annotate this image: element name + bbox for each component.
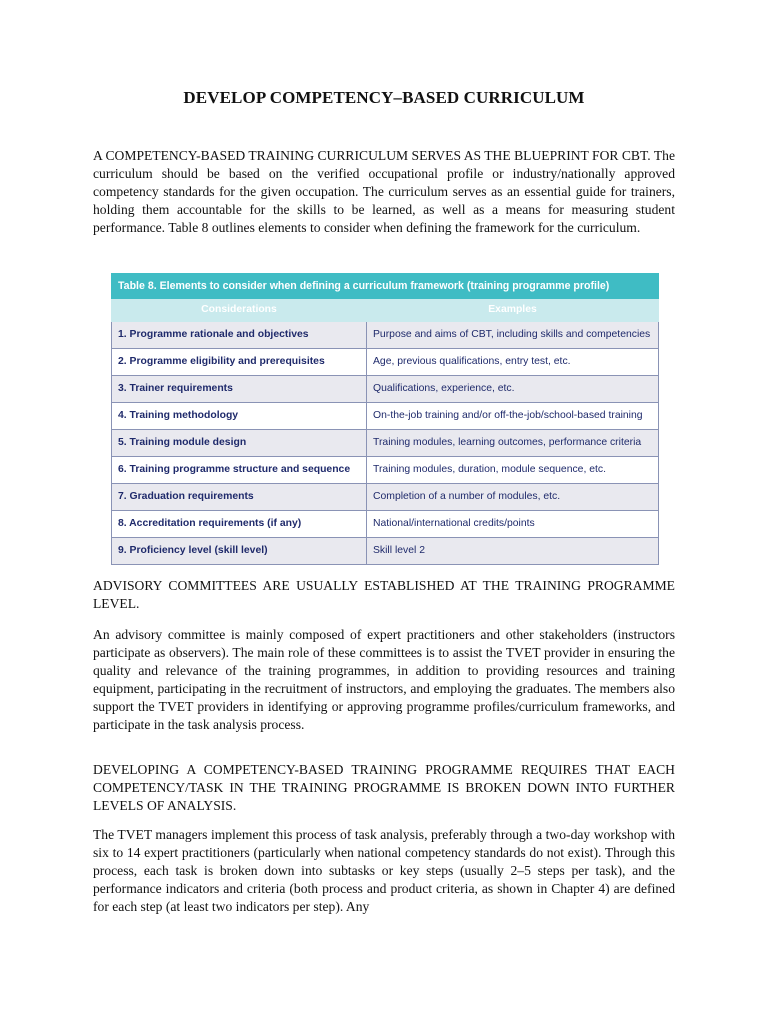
consideration-cell: 1. Programme rationale and objectives [112, 322, 367, 349]
task-analysis-paragraph: The TVET managers implement this process of task analysis, preferably through a two-day workshop with six to 14 expert practitioners (particularly when national competency standards do not exist). Through this process, each task is broken down into subtasks or key steps (usually 2–5 steps per task), and the performance indicators and criteria (both process and product criteria, as shown in Chapter 4) are defined for each step (at least two indicators per step). Any [93, 827, 675, 914]
page-title: DEVELOP COMPETENCY–BASED CURRICULUM [183, 88, 585, 107]
advisory-paragraph: An advisory committee is mainly composed of expert practitioners and other stakeholders (instructors participate as observers). The main role of these committees is to assist the TVET provider in ensuring the quality and relevance of the training programmes, in addition to providing resources and training equipment, participating in the recruitment of instructors, and employing the graduates. The members also support the TVET providers in identifying or approving programme profiles/curriculum frameworks, and participate in the task analysis process. [93, 627, 675, 732]
example-cell: Purpose and aims of CBT, including skills and competencies [367, 322, 659, 349]
table-row [112, 430, 659, 457]
table-row [112, 484, 659, 511]
consideration-cell: 6. Training programme structure and sequence [112, 457, 367, 484]
consideration-cell: 7. Graduation requirements [112, 484, 367, 511]
table-row [112, 322, 659, 349]
column-header-examples: Examples [367, 299, 659, 322]
example-cell: Training modules, learning outcomes, performance criteria [367, 430, 659, 457]
example-cell: Age, previous qualifications, entry test, etc. [367, 349, 659, 376]
table-caption-row [112, 274, 659, 299]
consideration-cell: 8. Accreditation requirements (if any) [112, 511, 367, 538]
intro-paragraph: A COMPETENCY-BASED TRAINING CURRICULUM SERVES AS THE BLUEPRINT FOR CBT. The curriculum should be based on the verified occupational profile or industry/nationally approved competency standards for the given occupation. The curriculum serves as an essential guide for trainers, holding them accountable for the skills to be learned, as well as a means for measuring student performance. Table 8 outlines elements to consider when defining the framework for the curriculum. [93, 148, 675, 235]
table-row [112, 538, 659, 565]
task-analysis-heading: DEVELOPING A COMPETENCY-BASED TRAINING PROGRAMME REQUIRES THAT EACH COMPETENCY/TASK IN THE TRAINING PROGRAMME IS BROKEN DOWN INTO FURTHER LEVELS OF ANALYSIS. [93, 762, 675, 813]
table-row [112, 376, 659, 403]
example-cell: Qualifications, experience, etc. [367, 376, 659, 403]
table-row [112, 457, 659, 484]
curriculum-framework-table [111, 273, 659, 565]
consideration-cell: 3. Trainer requirements [112, 376, 367, 403]
consideration-cell: 9. Proficiency level (skill level) [112, 538, 367, 565]
consideration-cell: 5. Training module design [112, 430, 367, 457]
table-header-row [112, 299, 659, 322]
consideration-cell: 4. Training methodology [112, 403, 367, 430]
example-cell: Skill level 2 [367, 538, 659, 565]
table-row [112, 349, 659, 376]
table-caption: Table 8. Elements to consider when defining a curriculum framework (training programme profile) [112, 274, 659, 299]
example-cell: Completion of a number of modules, etc. [367, 484, 659, 511]
column-header-considerations: Considerations [112, 299, 367, 322]
table-row [112, 403, 659, 430]
example-cell: Training modules, duration, module sequence, etc. [367, 457, 659, 484]
table-row [112, 511, 659, 538]
consideration-cell: 2. Programme eligibility and prerequisites [112, 349, 367, 376]
example-cell: National/international credits/points [367, 511, 659, 538]
example-cell: On-the-job training and/or off-the-job/school-based training [367, 403, 659, 430]
advisory-heading: ADVISORY COMMITTEES ARE USUALLY ESTABLISHED AT THE TRAINING PROGRAMME LEVEL. [93, 578, 675, 611]
